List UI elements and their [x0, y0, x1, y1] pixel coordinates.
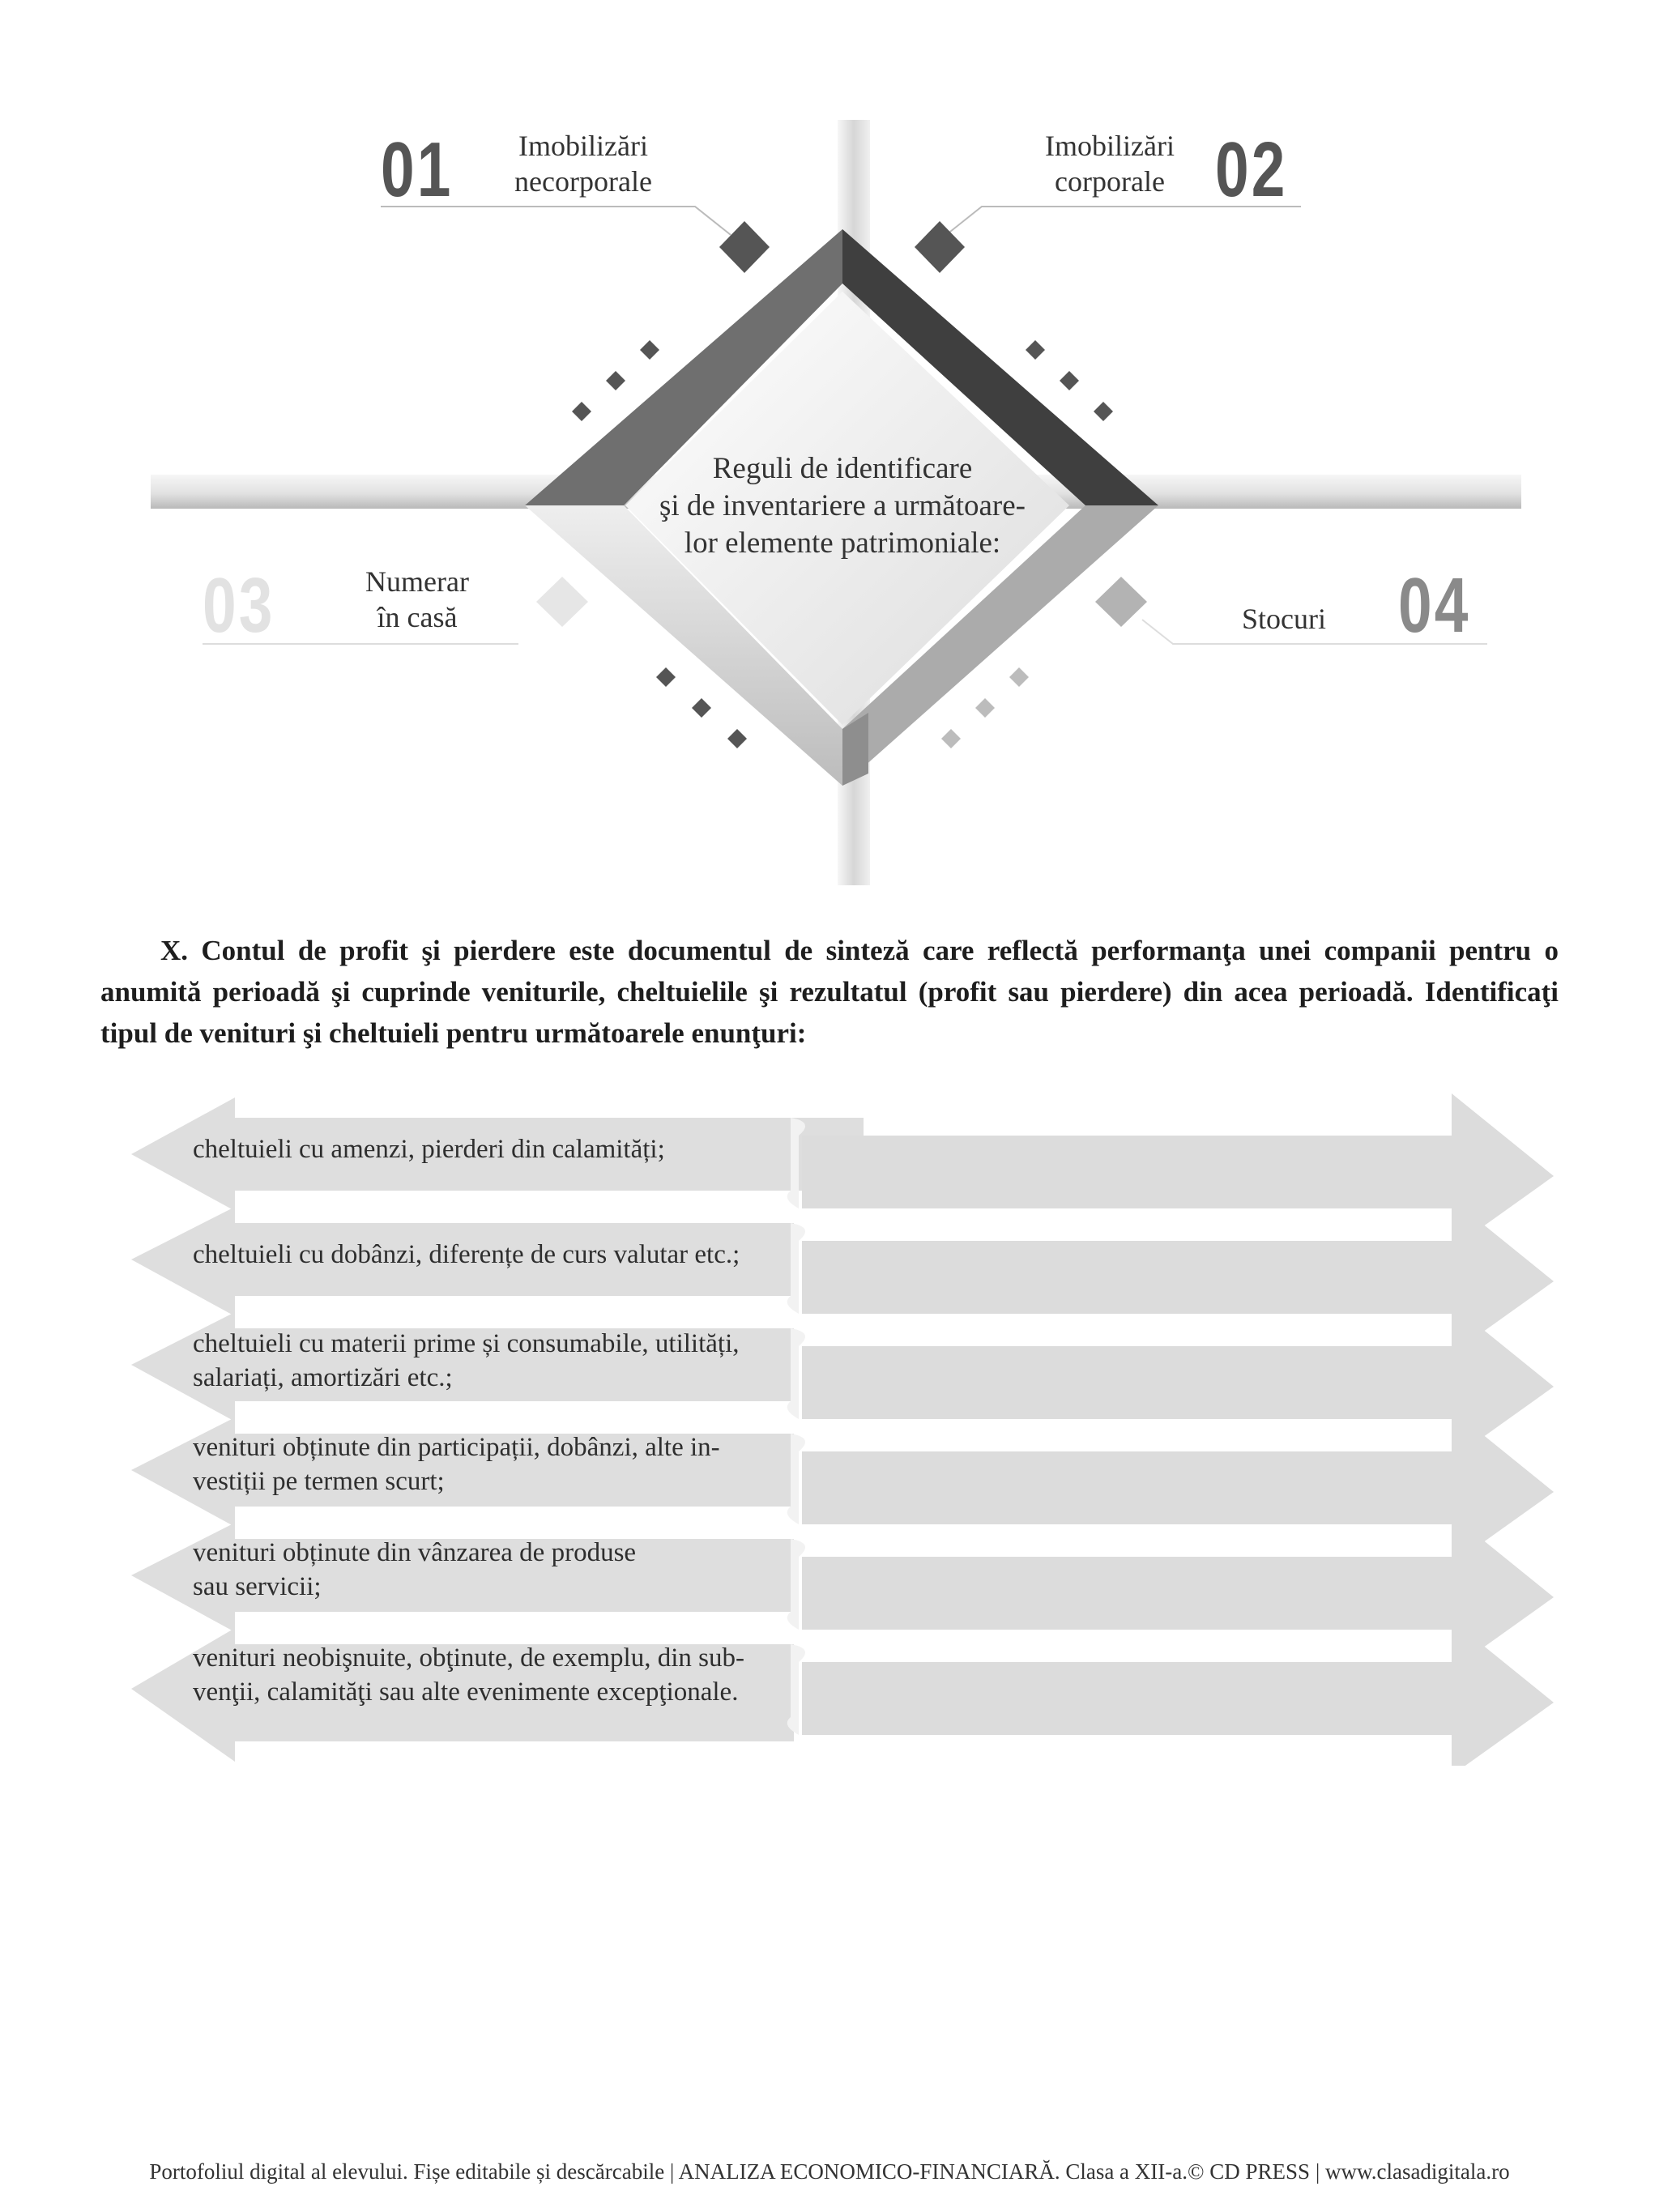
page-footer: Portofoliul digital al elevului. Fișe editabile și descărcabile | ANALIZA ECONOMICO-FINANCIARĂ. Clasa a XII-a.© CD PRESS | www.clasadigitala.ro	[149, 2159, 1510, 2184]
item-number-01: 01	[381, 126, 454, 213]
statement-3: cheltuieli cu materii prime și consumabile, utilități, salariați, amortizări etc.;	[193, 1329, 740, 1392]
answer-field-4[interactable]	[818, 1461, 1442, 1513]
statement-6: venituri neobişnuite, obţinute, de exemplu, din sub- venţii, calamităţi sau alte evenimente excepţionale.	[193, 1643, 744, 1707]
item-number-04: 04	[1398, 562, 1471, 649]
answer-field-2[interactable]	[818, 1251, 1442, 1302]
item-label-04: Stocuri	[1242, 603, 1326, 635]
marker-diamond-04	[1095, 577, 1147, 627]
item-number-03: 03	[203, 562, 275, 649]
exercise-instructions: X. Contul de profit şi pierdere este documentul de sinteză care reflectă performanţa unei companii pentru o anumită perioadă şi cuprinde veniturile, cheltuielile şi rezultatul (profit sau pierdere) din acea perioadă. Identificaţi tipul de venituri şi cheltuieli pentru următoarele enunţuri:	[100, 935, 1559, 1049]
statement-1: cheltuieli cu amenzi, pierderi din calamități;	[193, 1135, 665, 1164]
item-label-01: Imobilizări necorporale	[514, 130, 652, 198]
marker-diamond-01	[719, 221, 770, 273]
item-label-02: Imobilizări corporale	[1045, 130, 1175, 198]
marker-diamond-03	[536, 577, 588, 627]
inventory-rules-diagram	[0, 0, 1659, 907]
answer-field-3[interactable]	[818, 1356, 1442, 1408]
statement-4: venituri obținute din participații, dobânzi, alte in- vestiții pe termen scurt;	[193, 1433, 720, 1496]
statements-arrows	[0, 1085, 1659, 1766]
statement-2: cheltuieli cu dobânzi, diferențe de curs valutar etc.;	[193, 1240, 740, 1269]
answer-field-1[interactable]	[818, 1145, 1442, 1197]
answer-field-6[interactable]	[818, 1672, 1442, 1724]
marker-diamond-02	[915, 221, 965, 273]
answer-field-5[interactable]	[818, 1566, 1442, 1618]
item-label-03: Numerar în casă	[365, 565, 469, 633]
item-number-02: 02	[1215, 126, 1288, 213]
statement-5: venituri obținute din vânzarea de produse sau servicii;	[193, 1538, 637, 1601]
center-title: Reguli de identificare şi de inventariere a următoare- lor elemente patrimoniale:	[659, 452, 1026, 560]
